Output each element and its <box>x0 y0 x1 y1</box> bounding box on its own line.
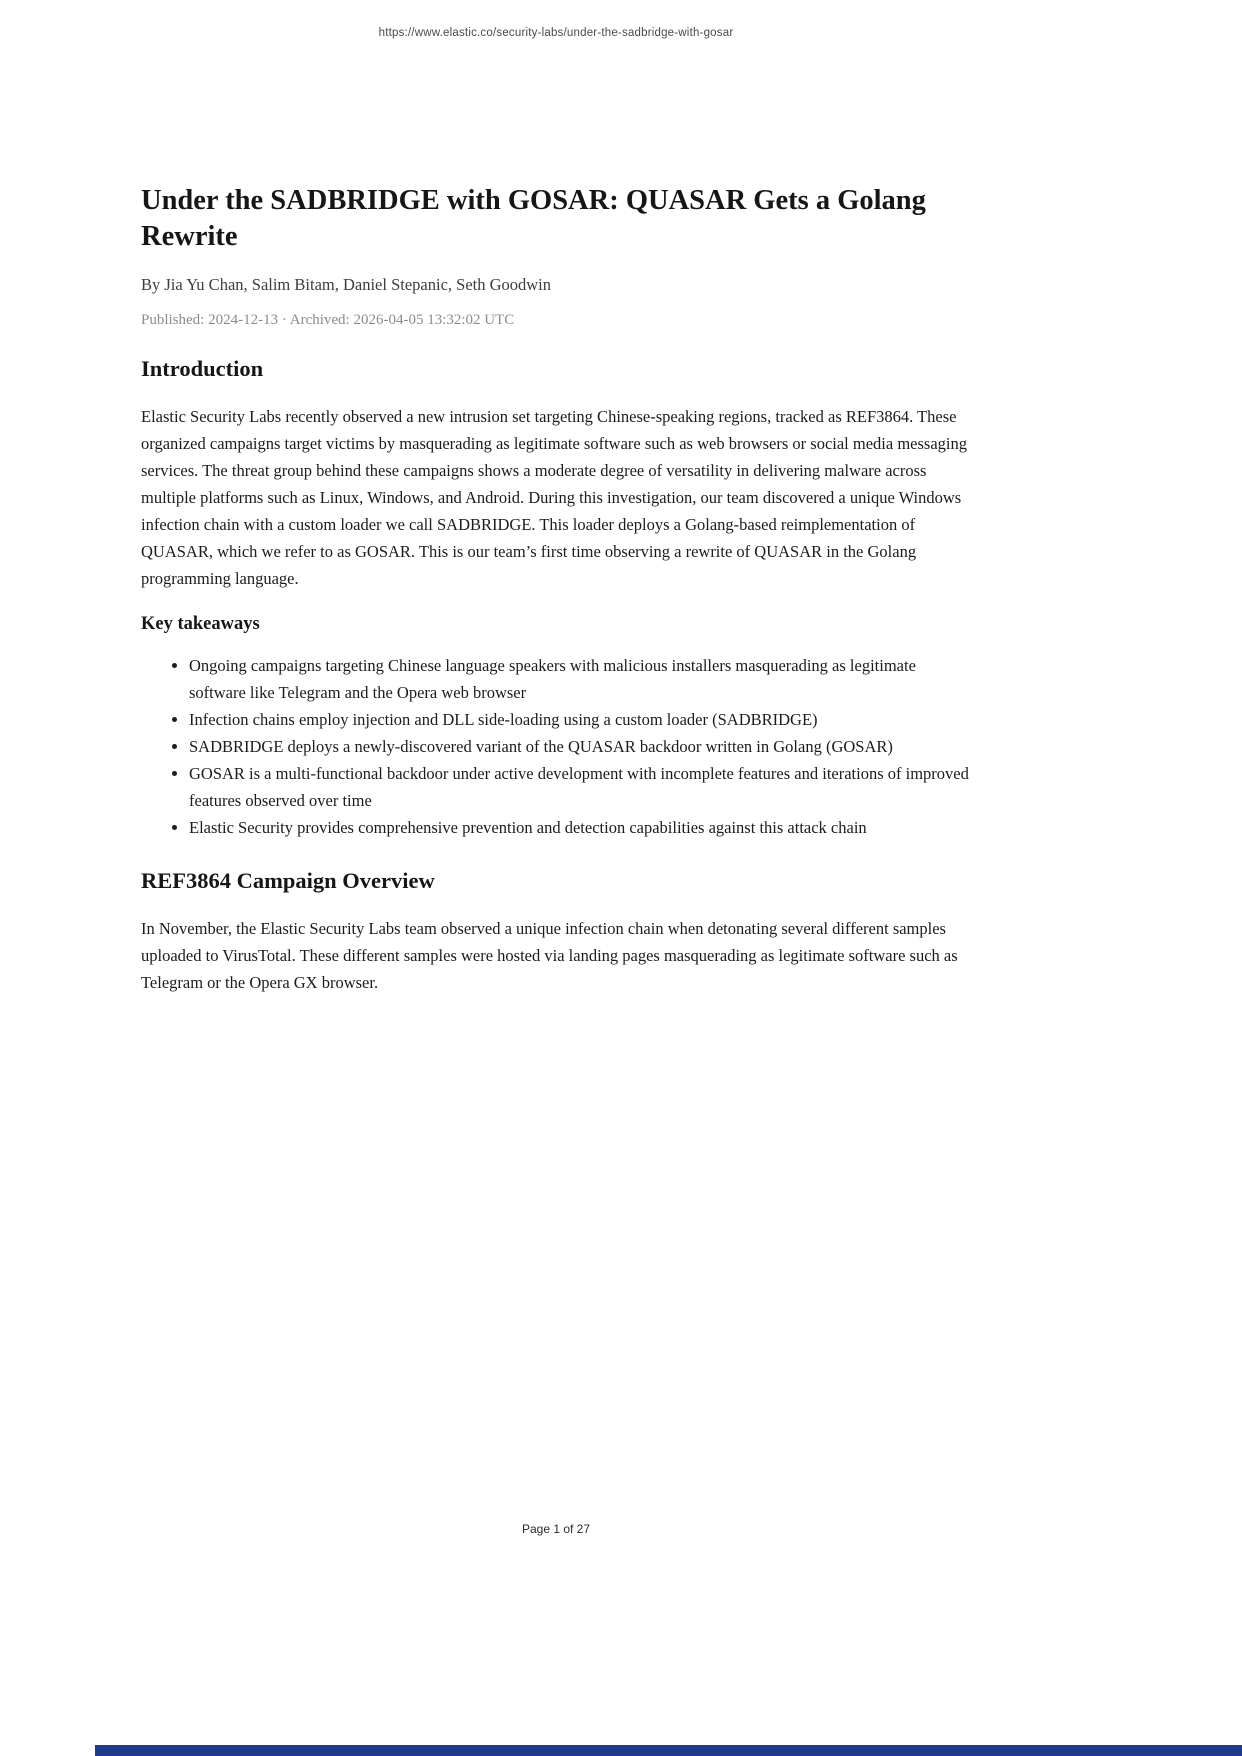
list-item: • Ongoing campaigns targeting Chinese language speakers with malicious installers masquerading as legitimate software like Telegram and the Opera web browser <box>189 652 971 706</box>
introduction-heading: Introduction <box>141 356 264 382</box>
published-archived-meta: Published: 2024-12-13 · Archived: 2026-04-05 13:32:02 UTC <box>141 312 515 329</box>
article-byline: By Jia Yu Chan, Salim Bitam, Daniel Stepanic, Seth Goodwin <box>141 275 552 295</box>
campaign-overview-heading: REF3864 Campaign Overview <box>141 868 435 894</box>
bottom-accent-bar <box>95 1745 1242 1756</box>
article <box>141 183 971 996</box>
key-takeaways-heading: Key takeaways <box>141 614 260 635</box>
list-item: • GOSAR is a multi-functional backdoor under active development with incomplete features and iterations of improved features observed over time <box>189 760 971 814</box>
page-number: Page 1 of 27 <box>521 1522 591 1536</box>
list-item: • SADBRIDGE deploys a newly-discovered variant of the QUASAR backdoor written in Golang (GOSAR) <box>189 733 971 760</box>
list-item: • Elastic Security provides comprehensive prevention and detection capabilities against this attack chain <box>189 814 971 841</box>
key-takeaways-list <box>141 652 971 841</box>
list-item: • Infection chains employ injection and DLL side-loading using a custom loader (SADBRIDGE) <box>189 706 971 733</box>
introduction-paragraph: Elastic Security Labs recently observed a new intrusion set targeting Chinese-speaking regions, tracked as REF3864. These organized campaigns target victims by masquerading as legitimate software such as web browsers or social media messaging services. The threat group behind these campaigns shows a moderate degree of versatility in delivering malware across multiple platforms such as Linux, Windows, and Android. During this investigation, our team discovered a unique Windows infection chain with a custom loader we call SADBRIDGE. This loader deploys a Golang-based reimplementation of QUASAR, which we refer to as GOSAR. This is our team’s first time observing a rewrite of QUASAR in the Golang programming language. <box>141 407 967 589</box>
article-title: Under the SADBRIDGE with GOSAR: QUASAR Gets a Golang Rewrite <box>141 185 926 252</box>
source-url: https://www.elastic.co/security-labs/under-the-sadbridge-with-gosar <box>378 27 734 39</box>
campaign-overview-paragraph: In November, the Elastic Security Labs team observed a unique infection chain when detonating several different samples uploaded to VirusTotal. These different samples were hosted via landing pages masquerading as legitimate software such as Telegram or the Opera GX browser. <box>141 919 958 993</box>
